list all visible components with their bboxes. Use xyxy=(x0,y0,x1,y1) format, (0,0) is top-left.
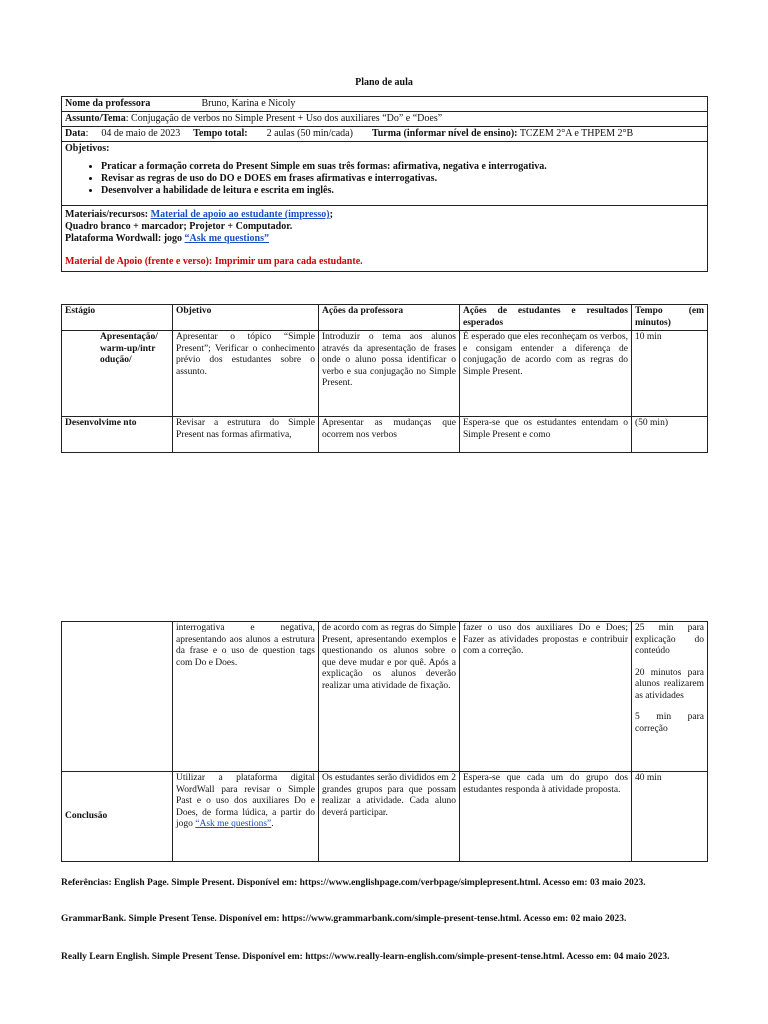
time-development: (50 min) xyxy=(632,417,708,453)
objective-item: • Revisar as regras de uso do DO e DOES em frases afirmativas e interrogativas. xyxy=(101,173,704,185)
stage-development-cont xyxy=(62,622,173,772)
time-label: Tempo total: xyxy=(193,128,248,139)
table-row xyxy=(62,622,708,772)
reference-3: Really Learn English. Simple Present Tense. Disponível em: https://www.really-learn-english.com/simple-present-tense.html. Acesso em: 04 maio 2023. xyxy=(61,952,670,962)
objectives-list xyxy=(65,161,704,197)
time-intro: 10 min xyxy=(632,331,708,417)
materials-label: Materiais/recursos: xyxy=(65,209,149,220)
reference-2: GrammarBank. Simple Present Tense. Disponível em: https://www.grammarbank.com/simple-present-tense.html. Acesso em: 02 maio 2023. xyxy=(61,914,627,924)
students-intro: É esperado que eles reconheçam os verbos, e consigam entender a diferença de conjugação de acordo com as regras do Simple Present. xyxy=(460,331,632,417)
time-activities: 20 minutos para alunos realizarem as atividades xyxy=(635,667,704,701)
objective-item: • Desenvolver a habilidade de leitura e escrita em inglês. xyxy=(101,185,704,197)
materials-row xyxy=(62,206,707,271)
header-objective: Objetivo xyxy=(173,305,319,331)
stage-conclusion: Conclusão xyxy=(62,772,173,862)
reference-1: Referências: English Page. Simple Present. Disponível em: https://www.englishpage.com/verbpage/simplepresent.html. Acesso em: 03 maio 2023. xyxy=(61,878,646,888)
objective-intro: Apresentar o tópico “Simple Present”; Verificar o conhecimento prévio dos estudantes sobre o assunto. xyxy=(173,331,319,417)
teacher-label: Nome da professora xyxy=(65,98,151,109)
header-stage: Estágio xyxy=(62,305,173,331)
teacher-conclusion: Os estudantes serão divididos em 2 grandes grupos para que possam realizar a atividade. Cada aluno deverá participar. xyxy=(319,772,460,862)
objectives-label: Objetivos: xyxy=(65,143,110,154)
teacher-row xyxy=(62,97,707,112)
conclusion-objective-text: Utilizar a plataforma digital WordWall para revisar o Simple Past e o uso dos auxiliares Do e Does, de forma lúdica, a partir do jogo xyxy=(176,773,315,829)
time-value: 2 aulas (50 min/cada) xyxy=(266,128,353,139)
table-row xyxy=(62,772,708,862)
time-conclusion: 40 min xyxy=(632,772,708,862)
ask-me-questions-link[interactable]: “Ask me questions” xyxy=(195,819,272,829)
stage-development: Desenvolvime nto xyxy=(62,417,173,453)
subject-row: Assunto/Tema: Conjugação de verbos no Simple Present + Uso dos auxiliares “Do” e “Does” xyxy=(62,112,707,127)
materials-line-1: Materiais/recursos: Material de apoio ao estudante (impresso); xyxy=(65,209,333,220)
objectives-row xyxy=(62,142,707,206)
lesson-stages-table-continued xyxy=(61,621,708,862)
time-development-cont xyxy=(632,622,708,772)
wordwall-prefix: Plataforma Wordwall: jogo xyxy=(65,233,185,244)
date-label: Data xyxy=(65,128,86,139)
header-teacher-actions: Ações da professora xyxy=(319,305,460,331)
objective-item: • Praticar a formação correta do Present Simple em suas três formas: afirmativa, negativa e interrogativa. xyxy=(101,161,704,173)
conclusion-objective-suffix: . xyxy=(271,819,274,829)
materials-line-3 xyxy=(65,233,704,245)
teacher-intro: Introduzir o tema aos alunos através da apresentação de frases onde o aluno possa identificar o verbo e sua conjugação no Simple Present. xyxy=(319,331,460,417)
lesson-header-box xyxy=(61,96,708,272)
subject-label: Assunto/Tema xyxy=(65,113,126,124)
time-explanation: 25 min para explicação do conteúdo xyxy=(635,623,704,656)
materials-line-2: Quadro branco + marcador; Projetor + Computador. xyxy=(65,221,293,232)
time-correction: 5 min para correção xyxy=(635,712,704,734)
objective-conclusion xyxy=(173,772,319,862)
objective-development-cont: interrogativa e negativa, apresentando aos alunos a estrutura da frase e o uso de question tags com Do e Does. xyxy=(173,622,319,772)
teacher-value: Bruno, Karina e Nicoly xyxy=(201,98,296,109)
page-title: Plano de aula xyxy=(355,77,413,88)
class-value: TCZEM 2°A e THPEM 2°B xyxy=(519,128,634,139)
student-material-link[interactable]: Material de apoio ao estudante (impresso) xyxy=(150,209,330,220)
students-conclusion: Espera-se que cada um do grupo dos estudantes responda à atividade proposta. xyxy=(460,772,632,862)
wordwall-game-link[interactable]: “Ask me questions” xyxy=(184,233,269,244)
table-row xyxy=(62,417,708,453)
students-development: Espera-se que os estudantes entendam o Simple Present e como xyxy=(460,417,632,453)
teacher-development: Apresentar as mudanças que ocorrem nos verbos xyxy=(319,417,460,453)
subject-value: Conjugação de verbos no Simple Present + Uso dos auxiliares “Do” e “Does” xyxy=(131,113,443,124)
class-label: Turma (informar nível de ensino): xyxy=(371,128,518,139)
print-note: Material de Apoio (frente e verso): Imprimir um para cada estudante. xyxy=(65,256,363,267)
date-value: 04 de maio de 2023 xyxy=(101,128,181,139)
date-row: Data: 04 de maio de 2023 Tempo total: 2 aulas (50 min/cada) Turma (informar nível de ensino): TCZEM 2°A e THPEM 2°B xyxy=(62,127,707,142)
table-header-row xyxy=(62,305,708,331)
table-row xyxy=(62,331,708,417)
header-student-actions: Ações de estudantes e resultados esperados xyxy=(460,305,632,331)
stage-intro: Apresentação/ warm-up/intr odução/ xyxy=(62,331,173,417)
lesson-stages-table xyxy=(61,304,708,453)
students-development-cont: fazer o uso dos auxiliares Do e Does; Fazer as atividades propostas e contribuir com a correção. xyxy=(460,622,632,772)
teacher-development-cont: de acordo com as regras do Simple Present, apresentando exemplos e questionando os alunos sobre o que deve mudar e por quê. Após a explicação os alunos deverão realizar uma atividade de fixação. xyxy=(319,622,460,772)
objective-development: Revisar a estrutura do Simple Present nas formas afirmativa, xyxy=(173,417,319,453)
header-time: Tempo (em minutos) xyxy=(632,305,708,331)
